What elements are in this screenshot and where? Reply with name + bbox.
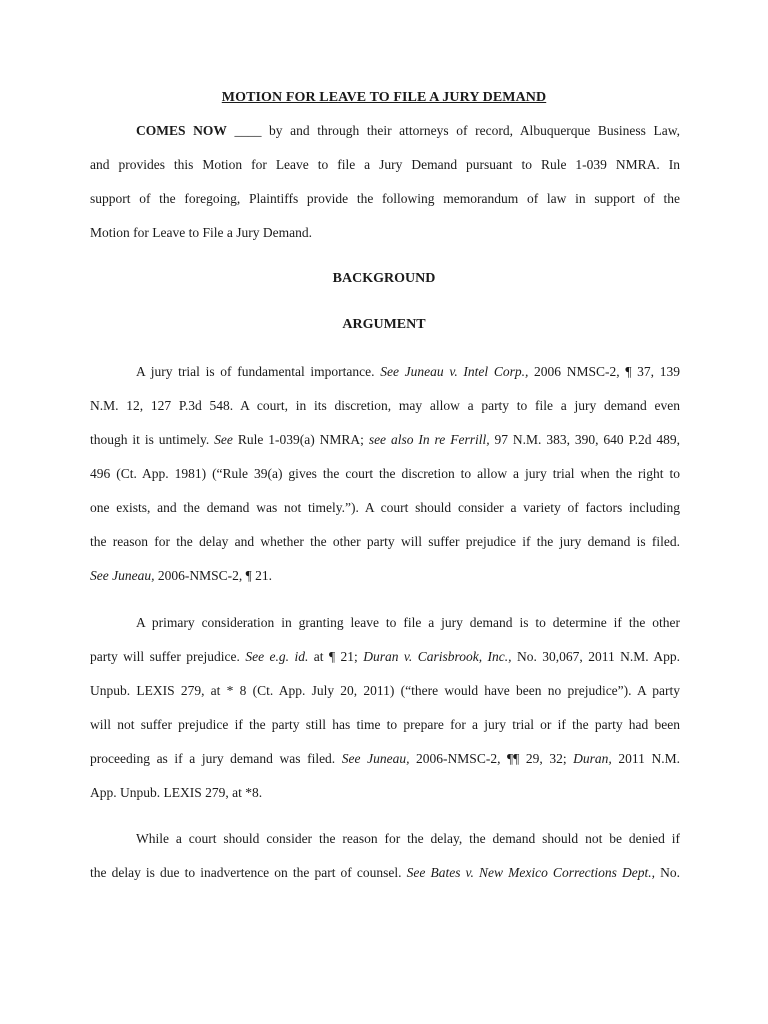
citation-bates: See Bates v. New Mexico Corrections Dept., — [406, 865, 656, 880]
para1-line-4: 496 (Ct. App. 1981) (“Rule 39(a) gives the court the discretion to allow a jury trial when the right to — [90, 466, 680, 481]
citation-duran: Duran v. Carisbrook, Inc., — [363, 649, 512, 664]
para1-line-5: one exists, and the demand was not timely.”). A court should consider a variety of factors including — [90, 500, 680, 515]
para1-line-2: N.M. 12, 127 P.3d 548. A court, in its discretion, may allow a party to file a jury demand even — [90, 398, 680, 413]
para3-line-2: the delay is due to inadvertence on the part of counsel. See Bates v. New Mexico Corrections Dept., No. — [90, 865, 681, 880]
para3-line-1: While a court should consider the reason for the delay, the demand should not be denied if — [136, 831, 680, 846]
para1-line-7: See Juneau, 2006-NMSC-2, ¶ 21. — [90, 568, 272, 583]
intro-line-3: support of the foregoing, Plaintiffs provide the following memorandum of law in support of the — [90, 191, 680, 206]
para1-line-1: A jury trial is of fundamental importance. See Juneau v. Intel Corp., 2006 NMSC-2, ¶ 37, 139 — [136, 364, 680, 379]
intro-line-1: COMES NOW ____ by and through their attorneys of record, Albuquerque Business Law, — [136, 123, 680, 138]
citation-ferrill: see also In re Ferrill, — [368, 432, 490, 447]
para1-line-3: though it is untimely. See Rule 1-039(a) NMRA; see also In re Ferrill, 97 N.M. 383, 390, 640 P.2d 489, — [90, 432, 681, 447]
comes-now-label: COMES NOW — [136, 123, 227, 138]
para2-line-6: App. Unpub. LEXIS 279, at *8. — [90, 785, 263, 800]
para2-line-2: party will suffer prejudice. See e.g. id. at ¶ 21; Duran v. Carisbrook, Inc., No. 30,067, 2011 N.M. App. — [90, 649, 680, 664]
para2-line-5: proceeding as if a jury demand was filed. See Juneau, 2006-NMSC-2, ¶¶ 29, 32; Duran, 2011 N.M. — [90, 751, 680, 766]
para2-line-4: will not suffer prejudice if the party still has time to prepare for a jury trial or if the party had been — [90, 717, 680, 732]
intro-line-4: Motion for Leave to File a Jury Demand. — [90, 225, 312, 240]
para2-line-1: A primary consideration in granting leave to file a jury demand is to determine if the other — [136, 615, 680, 630]
citation-juneau: See Juneau v. Intel Corp., — [380, 364, 529, 379]
heading-argument: ARGUMENT — [342, 317, 426, 332]
para1-line-6: the reason for the delay and whether the other party will suffer prejudice if the jury demand is filed. — [90, 534, 680, 549]
heading-background: BACKGROUND — [332, 271, 436, 286]
intro-line-2: and provides this Motion for Leave to file a Jury Demand pursuant to Rule 1-039 NMRA. In — [90, 157, 680, 172]
para2-line-3: Unpub. LEXIS 279, at * 8 (Ct. App. July 20, 2011) (“there would have been no prejudice”). A party — [90, 683, 680, 698]
document-title: MOTION FOR LEAVE TO FILE A JURY DEMAND — [221, 90, 547, 105]
